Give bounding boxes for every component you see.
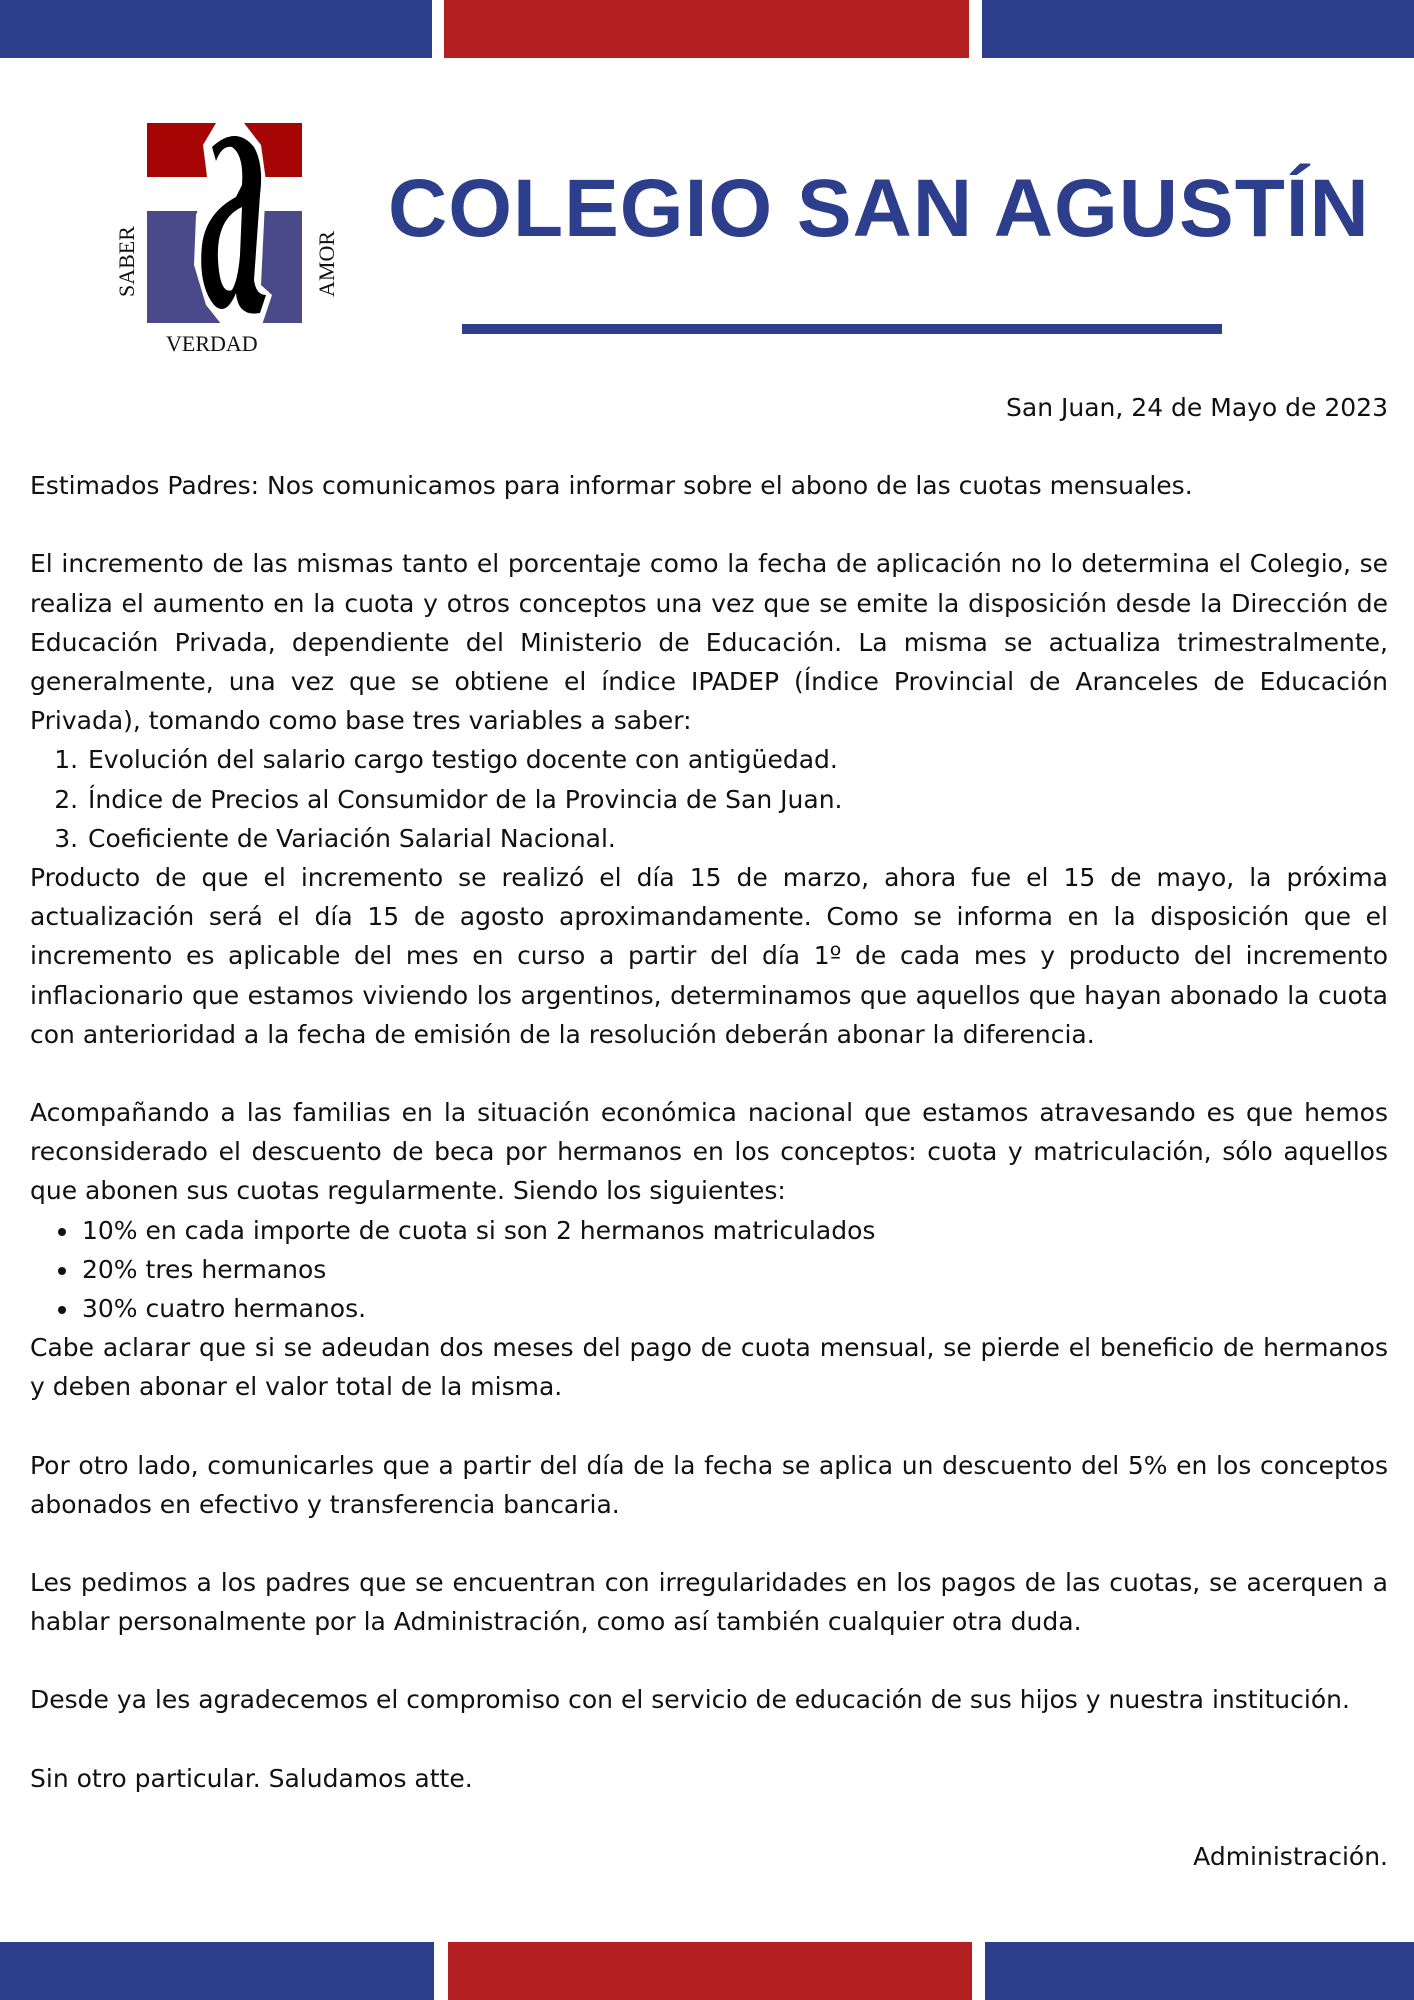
paragraph-irregularities: Les pedimos a los padres que se encuentran con irregularidades en los pagos de las cuotas, se acerquen a hablar personalmente por la Administración, como así también cualquier otra duda.	[30, 1568, 1388, 1637]
list-item: • 30% cuatro hermanos.	[80, 1289, 1388, 1328]
paragraph-thanks: Desde ya les agradecemos el compromiso con el servicio de educación de sus hijos y nuestra institución.	[30, 1685, 1350, 1715]
list-item: 3. Coeficiente de Variación Salarial Nacional.	[86, 819, 1388, 858]
closing: Sin otro particular. Saludamos atte.	[30, 1763, 473, 1793]
paragraph-siblings: Acompañando a las familias en la situación económica nacional que estamos atravesando es que hemos reconsiderado el descuento de beca por hermanos en los conceptos: cuota y matriculación, sólo aquellos que abonen sus cuotas regularmente. Siendo los siguientes:	[30, 1098, 1388, 1206]
list-item: 1. Evolución del salario cargo testigo docente con antigüedad.	[86, 740, 1388, 779]
paragraph-cash-discount: Por otro lado, comunicarles que a partir del día de la fecha se aplica un descuento del 5% en los conceptos abonados en efectivo y transferencia bancaria.	[30, 1450, 1388, 1519]
letter-body	[30, 388, 1388, 1876]
paragraph-increment: El incremento de las mismas tanto el porcentaje como la fecha de aplicación no lo determina el Colegio, se realiza el aumento en la cuota y otros conceptos una vez que se emite la disposición desde la Dirección de Educación Privada, dependiente del Ministerio de Educación. La misma se actualiza trimestralmente, generalmente, una vez que se obtiene el índice IPADEP (Índice Provincial de Aranceles de Educación Privada), tomando como base tres variables a saber:	[30, 549, 1388, 736]
bottom-bar-center	[448, 1942, 972, 2000]
bottom-bar-left	[0, 1942, 434, 2000]
paragraph-schedule: Producto de que el incremento se realizó el día 15 de marzo, ahora fue el 15 de mayo, la próxima actualización será el día 15 de agosto aproximandamente. Como se informa en la disposición que el incremento es aplicable del mes en curso a partir del día 1º de cada mes y producto del incremento inflacionario que estamos viviendo los argentinos, determinamos que aquellos que hayan abonado la cuota con anterioridad a la fecha de emisión de la resolución deberán abonar la diferencia.	[30, 863, 1388, 1049]
top-bar-left	[0, 0, 432, 58]
variables-list	[30, 740, 1388, 858]
discounts-list	[30, 1211, 1388, 1329]
greeting: Estimados Padres: Nos comunicamos para informar sobre el abono de las cuotas mensuales.	[30, 471, 1193, 501]
bottom-bar-right	[985, 1942, 1414, 2000]
paragraph-debt: Cabe aclarar que si se adeudan dos meses del pago de cuota mensual, se pierde el beneficio de hermanos y deben abonar el valor total de la misma.	[30, 1333, 1388, 1402]
page-title: COLEGIO SAN AGUSTÍN	[388, 163, 1370, 254]
list-item: • 20% tres hermanos	[80, 1250, 1388, 1289]
logo-word-bottom: VERDAD	[166, 331, 258, 356]
letter-date: San Juan, 24 de Mayo de 2023	[1006, 393, 1388, 422]
list-item: • 10% en cada importe de cuota si son 2 hermanos matriculados	[80, 1211, 1388, 1250]
school-logo	[66, 85, 386, 365]
list-item: 2. Índice de Precios al Consumidor de la Provincia de San Juan.	[86, 780, 1388, 819]
title-underline	[462, 324, 1222, 334]
top-bar-right	[982, 0, 1414, 58]
school-logo-icon	[66, 85, 386, 365]
logo-word-left: SABER	[114, 226, 139, 297]
signature: Administración.	[1193, 1841, 1388, 1871]
top-bar-center	[444, 0, 969, 58]
logo-word-right: AMOR	[314, 230, 339, 297]
